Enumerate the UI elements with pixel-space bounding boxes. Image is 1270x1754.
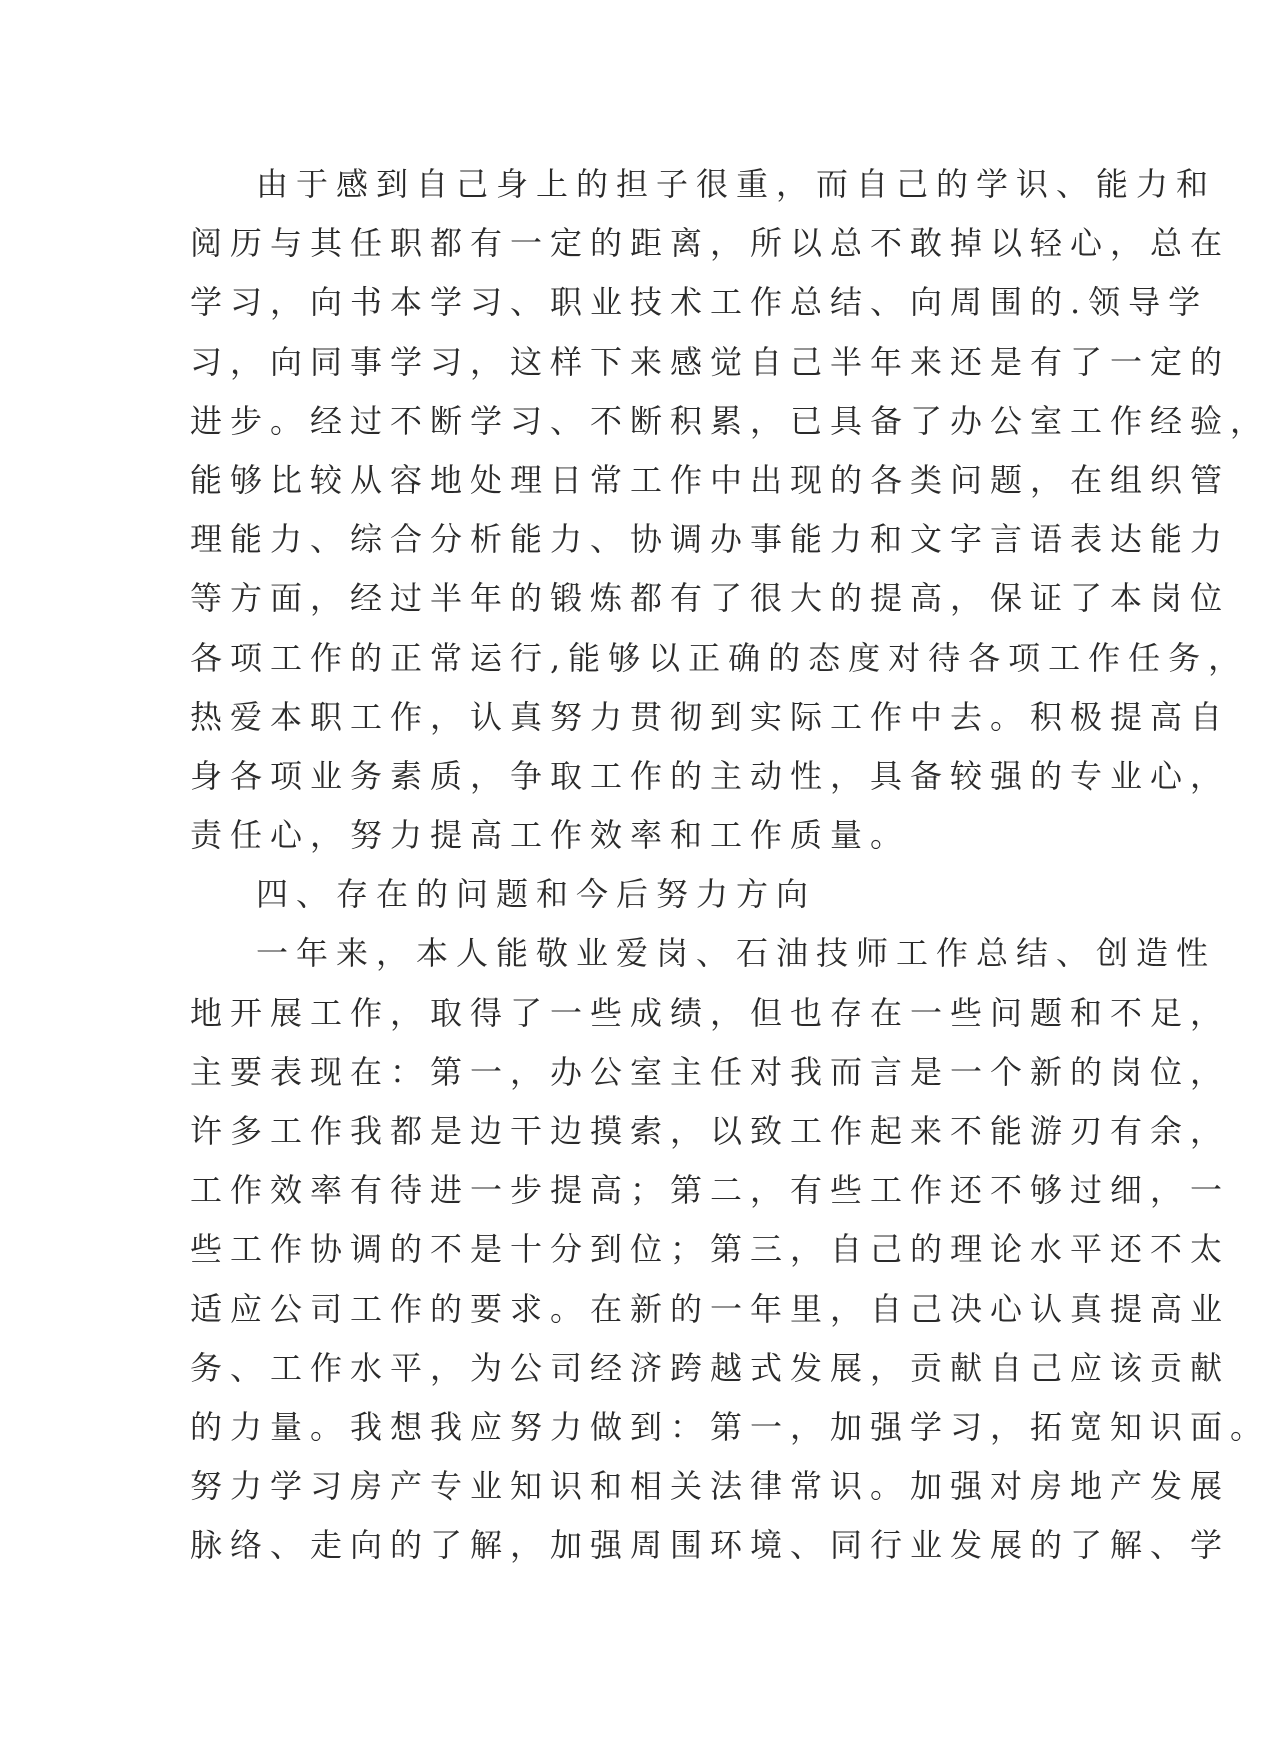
section-heading: 四、存在的问题和今后努力方向 xyxy=(256,875,817,914)
paragraph-line: 热爱本职工作，认真努力贯彻到实际工作中去。积极提高自 xyxy=(190,697,1231,736)
paragraph-line: 工作效率有待进一步提高；第二，有些工作还不够过细，一 xyxy=(190,1171,1231,1210)
body-text xyxy=(190,155,1270,1576)
paragraph-line: 能够比较从容地处理日常工作中出现的各类问题，在组织管 xyxy=(190,460,1231,499)
paragraph-line: 阅历与其任职都有一定的距离，所以总不敢掉以轻心，总在 xyxy=(190,224,1231,263)
paragraph-line: 理能力、综合分析能力、协调办事能力和文字言语表达能力 xyxy=(190,520,1231,559)
paragraph-line: 责任心，努力提高工作效率和工作质量。 xyxy=(190,816,911,855)
paragraph-line: 由于感到自己身上的担子很重，而自己的学识、能力和 xyxy=(256,165,1217,203)
paragraph-line: 的力量。我想我应努力做到：第一，加强学习，拓宽知识面。 xyxy=(190,1407,1270,1446)
paragraph-line: 些工作协调的不是十分到位；第三，自己的理论水平还不太 xyxy=(190,1230,1231,1269)
paragraph-line: 学习，向书本学习、职业技术工作总结、向周围的.领导学 xyxy=(190,283,1209,322)
paragraph-line: 身各项业务素质，争取工作的主动性，具备较强的专业心， xyxy=(190,756,1231,795)
paragraph-line: 许多工作我都是边干边摸索，以致工作起来不能游刃有余， xyxy=(190,1112,1231,1150)
paragraph-line: 各项工作的正常运行,能够以正确的态度对待各项工作任务， xyxy=(190,638,1249,677)
paragraph-line: 主要表现在：第一，办公室主任对我而言是一个新的岗位， xyxy=(190,1052,1231,1091)
paragraph-line: 进步。经过不断学习、不断积累，已具备了办公室工作经验， xyxy=(190,401,1270,440)
paragraph-line: 适应公司工作的要求。在新的一年里，自己决心认真提高业 xyxy=(190,1289,1231,1328)
paragraph-line: 努力学习房产专业知识和相关法律常识。加强对房地产发展 xyxy=(190,1467,1231,1506)
paragraph-line: 务、工作水平，为公司经济跨越式发展，贡献自己应该贡献 xyxy=(190,1348,1231,1387)
paragraph-line: 等方面，经过半年的锻炼都有了很大的提高，保证了本岗位 xyxy=(190,579,1231,618)
paragraph-line: 一年来，本人能敬业爱岗、石油技师工作总结、创造性 xyxy=(256,934,1217,973)
paragraph-line: 地开展工作，取得了一些成绩，但也存在一些问题和不足， xyxy=(190,993,1231,1032)
paragraph-line: 脉络、走向的了解，加强周围环境、同行业发展的了解、学 xyxy=(190,1526,1231,1565)
paragraph-line: 习，向同事学习，这样下来感觉自己半年来还是有了一定的 xyxy=(190,342,1231,381)
